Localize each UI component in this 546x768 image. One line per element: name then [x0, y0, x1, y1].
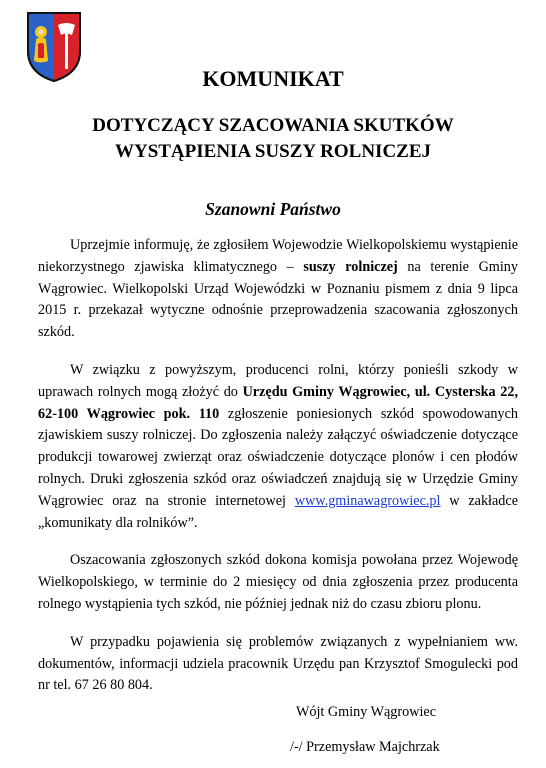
- paragraph-1-text-c: na terenie Gminy Wągrowiec. Wielkopolski Urząd Wojewódzki w Poznaniu pismem z dnia 9 lipca 2015 r. przekazał wytyczne odnośnie przeprowadzenia szacowania zgłoszonych szkód.: [38, 258, 518, 341]
- signature-title: Wójt Gminy Wągrowiec: [296, 704, 436, 720]
- paragraph-2-text-c: zgłoszenie poniesionych szkód spowodowanych zjawiskiem suszy rolniczej. Do zgłoszenia należy załączyć oświadczenie dotyczące produkcji towarowej zwierząt oraz oświadczenie dotyczące plonów i cen płodów rolnych. Druki zgłoszenia szkód oraz oświadczeń znajdują się w Urzędzie Gminy Wągrowiec oraz na stronie internetowej: [38, 405, 518, 509]
- paragraph-2-text-d: w zakładce „komunikaty dla rolników”.: [38, 492, 518, 531]
- paragraph-2-address: Urzędu Gminy Wągrowiec, ul. Cysterska 22, 62-100 Wągrowiec pok. 110: [38, 383, 518, 422]
- paragraph-1-text-a: Uprzejmie informuję, że zgłosiłem Wojewodzie Wielkopolskiemu wystąpienie niekorzystnego zjawiska klimatycznego –: [38, 237, 518, 275]
- greeting: Szanowni Państwo: [205, 199, 341, 219]
- subtitle-line-2: WYSTĄPIENIA SUSZY ROLNICZEJ: [114, 141, 432, 162]
- paragraph-3: Oszacowania zgłoszonych szkód dokona komisja powołana przez Wojewodę Wielkopolskiego, w terminie do 2 miesięcy od dnia zgłoszenia przez producenta rolnego wystąpienia tych szkód, nie później jednak niż do czasu zbioru plonu.: [38, 552, 518, 612]
- website-link[interactable]: www.gminawagrowiec.pl: [294, 492, 441, 509]
- paragraph-4: W przypadku pojawienia się problemów związanych z wypełnianiem ww. dokumentów, informacji udziela pracownik Urzędu pan Krzysztof Smogulecki pod nr tel. 67 26 80 804.: [38, 633, 518, 694]
- paragraph-2: [38, 360, 518, 534]
- paragraph-1: [38, 235, 518, 344]
- page-title: KOMUNIKAT: [202, 66, 344, 91]
- signature-name: /-/ Przemysław Majchrzak: [290, 739, 440, 755]
- paragraph-2-text-a: W związku z powyższym, producenci rolni, którzy ponieśli szkody w uprawach rolnych mogą złożyć do: [38, 361, 518, 400]
- letter-body: [38, 235, 518, 713]
- subtitle-line-1: DOTYCZĄCY SZACOWANIA SKUTKÓW: [92, 115, 454, 136]
- page-subtitle: [0, 113, 546, 165]
- paragraph-1-bold: suszy rolniczej: [303, 258, 398, 275]
